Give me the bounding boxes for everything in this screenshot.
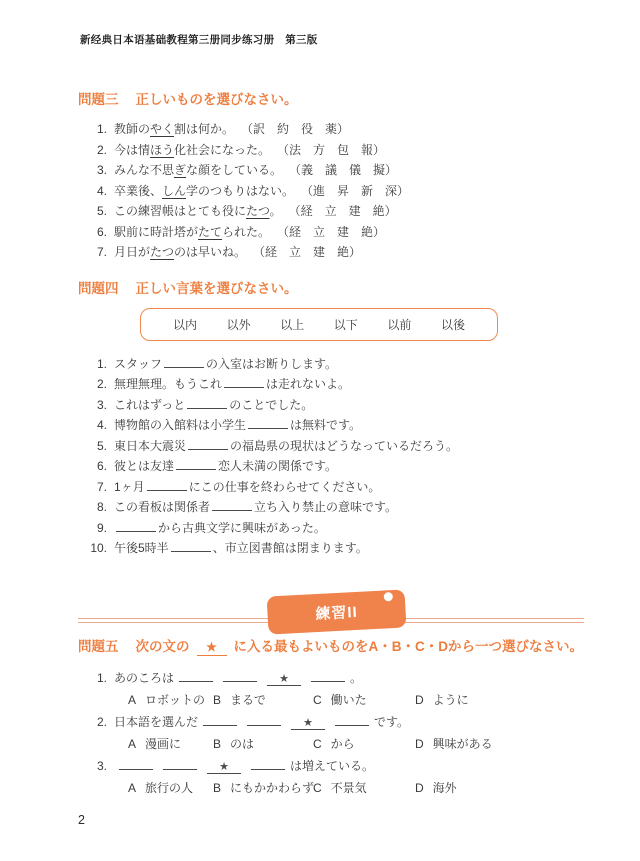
item-number: 6. — [96, 224, 107, 239]
section3-heading — [78, 88, 584, 108]
option-letter: D — [415, 736, 424, 751]
option-letter: C — [313, 692, 322, 707]
sentence-text: は走れないよ。 — [266, 377, 351, 391]
item-number: 2. — [96, 142, 107, 157]
question-item — [78, 497, 584, 518]
item-number: 7. — [96, 479, 107, 494]
badge-dot — [384, 592, 393, 601]
reading-underlined: ほう — [150, 142, 175, 157]
option-text: から — [330, 736, 355, 751]
fill-blank — [311, 669, 345, 682]
answer-option — [313, 733, 415, 755]
item-number: 1. — [96, 122, 107, 136]
fill-blank — [147, 478, 187, 491]
reading-underlined: たつ — [150, 245, 175, 259]
problem-label: 問題四 — [78, 280, 119, 296]
question-item — [78, 518, 584, 539]
question-item — [78, 222, 584, 243]
sentence-text: 教師の — [114, 122, 151, 136]
reading-underlined: たて — [198, 224, 223, 239]
option-text: まるで — [230, 692, 266, 707]
item-number: 2. — [96, 377, 107, 391]
answer-options — [78, 689, 584, 711]
fill-blank — [188, 437, 228, 450]
item-number: 3. — [96, 758, 107, 773]
question-item — [78, 415, 584, 436]
item-number: 3. — [96, 397, 107, 412]
word-bank-item: 以前 — [387, 317, 412, 332]
fill-blank — [212, 498, 252, 511]
question-item — [78, 160, 584, 181]
sentence-text: 今は情 — [114, 142, 151, 157]
question-item — [78, 456, 584, 477]
sentence-text: 立ち入り禁止の意味です。 — [254, 500, 398, 514]
option-text: 興味がある — [432, 736, 493, 751]
sentence-text: 。 — [269, 204, 282, 218]
option-letter: D — [415, 692, 424, 707]
option-text: 漫画に — [145, 736, 182, 751]
question-item — [78, 140, 584, 161]
option-letter: D — [415, 780, 424, 795]
question-item — [78, 354, 584, 375]
answer-options — [78, 733, 584, 755]
star-blank: ★ — [291, 717, 325, 730]
sentence-text: られた。 — [222, 224, 271, 239]
option-letter: B — [213, 736, 222, 751]
problem-title: 正しいものを選びなさい。 — [135, 92, 298, 107]
kanji-choices: （訳 約 役 薬） — [247, 122, 350, 136]
question-item — [78, 201, 584, 222]
item-number: 5. — [96, 204, 107, 218]
sentence-text: 無理無理。もうこれ — [114, 377, 223, 391]
kanji-choices: （経 立 建 絶） — [294, 204, 397, 218]
page-number: 2 — [78, 813, 85, 827]
question-item — [78, 538, 584, 559]
word-bank-item: 以内 — [173, 317, 198, 332]
word-bank-item: 以外 — [226, 317, 251, 332]
item-number: 4. — [96, 183, 107, 198]
problem-title: 正しい言葉を選びなさい。 — [135, 280, 298, 296]
sentence-text: 、市立図書館は閉まります。 — [212, 541, 368, 555]
option-text: 働いた — [330, 692, 367, 707]
sentence-text: 午後5時半 — [114, 541, 169, 555]
sentence-text: この看板は関係者 — [114, 500, 211, 514]
item-number: 4. — [96, 418, 107, 432]
sentence-text: にこの仕事を終わらせてください。 — [188, 479, 381, 494]
problem-title-post: に入る最もよいものをA・B・C・Dから一つ選びなさい。 — [233, 638, 583, 654]
option-text: 旅行の人 — [145, 780, 194, 795]
option-text: 不景気 — [330, 780, 367, 795]
question-item — [78, 477, 584, 498]
section5 — [78, 635, 584, 799]
fill-blank — [203, 713, 237, 726]
item-number: 1. — [96, 670, 107, 685]
option-letter: B — [213, 692, 222, 707]
reading-underlined: しん — [162, 183, 187, 198]
fill-blank — [163, 757, 197, 770]
sentence-text: みんな不思 — [114, 163, 175, 177]
answer-option — [213, 777, 313, 799]
item-number: 6. — [96, 459, 107, 473]
sentence-text: です。 — [374, 714, 410, 729]
item-number: 7. — [96, 245, 107, 259]
option-letter: C — [313, 780, 322, 795]
sentence-text: のは早いね。 — [174, 245, 247, 259]
question-item — [78, 374, 584, 395]
fill-blank — [164, 355, 204, 368]
reading-underlined: たつ — [246, 204, 270, 218]
answer-option — [313, 777, 415, 799]
reading-underlined: やく — [150, 122, 175, 136]
item-number: 1. — [96, 356, 107, 371]
kanji-choices: （経 立 建 絶） — [259, 245, 362, 259]
fill-blank — [187, 396, 227, 409]
fill-blank — [335, 713, 369, 726]
fill-blank — [247, 713, 281, 726]
option-letter: A — [128, 692, 137, 707]
option-text: ように — [432, 692, 469, 707]
sentence-text: あのころは — [114, 670, 175, 685]
answer-option — [213, 689, 313, 711]
page-content — [78, 88, 584, 799]
item-number: 10. — [90, 541, 107, 555]
answer-option — [128, 777, 213, 799]
option-letter: A — [128, 780, 137, 795]
answer-option — [415, 733, 584, 755]
kanji-choices: （義 議 儀 擬） — [295, 163, 398, 177]
sentence-text: の福島県の現状はどうなっているだろう。 — [230, 438, 459, 453]
item-number: 5. — [96, 438, 107, 453]
section4-heading — [78, 277, 584, 297]
option-letter: A — [128, 736, 137, 751]
question-item — [78, 755, 584, 777]
fill-blank — [119, 757, 153, 770]
sentence-text: 1ヶ月 — [114, 479, 145, 494]
sentence-text: 恋人未満の関係です。 — [218, 459, 338, 473]
word-bank-item: 以下 — [333, 317, 358, 332]
sentence-text: スタッフ — [114, 356, 163, 371]
question-item — [78, 181, 584, 202]
sentence-text: 卒業後、 — [114, 183, 163, 198]
fill-blank — [223, 669, 257, 682]
reading-underlined: ぎ — [174, 163, 187, 177]
sentence-text: 東日本大震災 — [114, 438, 187, 453]
answer-option — [415, 777, 584, 799]
option-text: のは — [230, 736, 255, 751]
problem-label: 問題三 — [78, 92, 119, 107]
section3-items — [78, 119, 584, 263]
word-bank-item: 以上 — [280, 317, 305, 332]
sentence-text: 博物館の入館料は小学生 — [114, 418, 247, 432]
sentence-text: 化社会になった。 — [174, 142, 271, 157]
kanji-choices: （経 立 建 絶） — [283, 224, 386, 239]
item-number: 9. — [96, 520, 107, 535]
star-blank: ★ — [207, 761, 241, 774]
answer-option — [415, 689, 584, 711]
fill-blank — [116, 519, 156, 532]
sentence-text: 月日が — [114, 245, 151, 259]
sentence-text: 割は何か。 — [174, 122, 235, 136]
fill-blank — [251, 757, 285, 770]
option-letter: B — [213, 780, 222, 795]
star-blank: ★ — [267, 673, 301, 686]
sentence-text: は増えている。 — [290, 758, 375, 773]
book-title: 新经典日本语基础教程第三册同步练习册 第三版 — [80, 34, 318, 46]
fill-blank — [248, 416, 288, 429]
fill-blank — [176, 457, 216, 470]
answer-option — [128, 689, 213, 711]
sentence-text: の入室はお断りします。 — [206, 356, 338, 371]
item-number: 2. — [96, 714, 107, 729]
sentence-text: 彼とは友達 — [114, 459, 175, 473]
sentence-text: な顔をしている。 — [186, 163, 283, 177]
option-text: にもかかわらず — [230, 780, 315, 795]
answer-option — [128, 733, 213, 755]
sentence-text: 日本語を選んだ — [114, 714, 199, 729]
answer-options — [78, 777, 584, 799]
option-text: 海外 — [432, 780, 457, 795]
question-item — [78, 667, 584, 689]
answer-option — [213, 733, 313, 755]
question-item — [78, 436, 584, 457]
sentence-text: のことでした。 — [229, 397, 314, 412]
answer-option — [313, 689, 415, 711]
sentence-text: から古典文学に興味があった。 — [158, 520, 326, 535]
sentence-text: この練習帳はとても役に — [114, 204, 247, 218]
star-icon: ★ — [197, 641, 227, 656]
problem-label: 問題五 — [78, 638, 119, 654]
item-number: 3. — [96, 163, 107, 177]
section5-heading — [78, 635, 584, 656]
badge-label: 練習II — [314, 602, 359, 623]
fill-blank — [171, 539, 211, 552]
kanji-choices: （進 昇 新 深） — [307, 183, 410, 198]
sentence-text: は無料です。 — [290, 418, 362, 432]
sentence-text: 。 — [350, 670, 363, 685]
section4-items — [78, 354, 584, 559]
option-letter: C — [313, 736, 322, 751]
sentence-text: 駅前に時計塔が — [114, 224, 199, 239]
exercise-badge — [267, 589, 407, 634]
question-item — [78, 119, 584, 140]
option-text: ロボットの — [145, 692, 206, 707]
item-number: 8. — [96, 500, 107, 514]
question-item — [78, 242, 584, 263]
fill-blank — [179, 669, 213, 682]
question-item — [78, 711, 584, 733]
kanji-choices: （法 方 包 報） — [283, 142, 386, 157]
word-bank-item: 以後 — [440, 317, 465, 332]
question-item — [78, 395, 584, 416]
fill-blank — [224, 375, 264, 388]
section-divider — [78, 573, 584, 635]
sentence-text: 学のつもりはない。 — [186, 183, 295, 198]
sentence-text: これはずっと — [114, 397, 186, 412]
problem-title-pre: 次の文の — [135, 638, 190, 654]
word-bank — [140, 308, 498, 341]
